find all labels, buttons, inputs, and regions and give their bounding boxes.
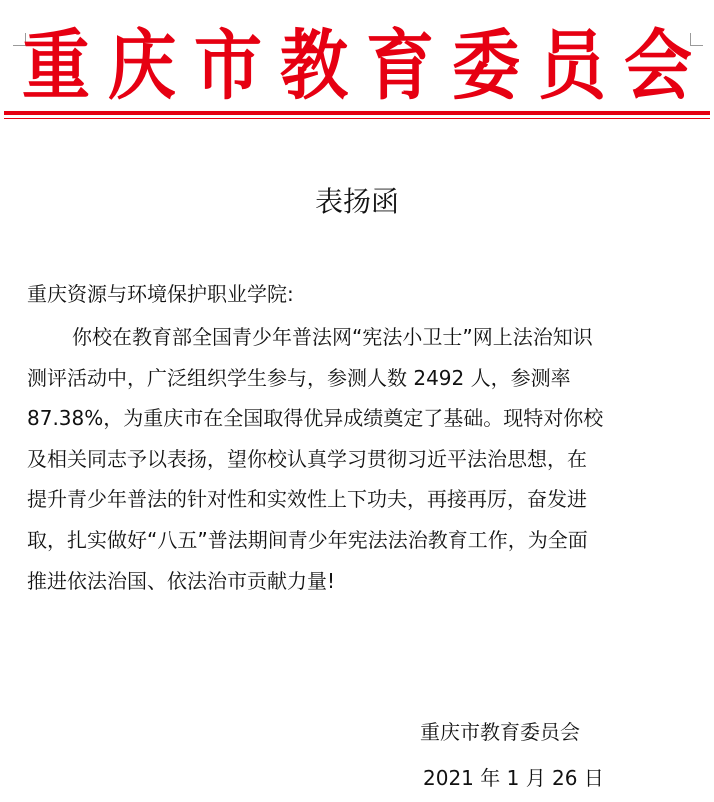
document-title: 表扬函 [314,185,399,218]
body-line: 测评活动中，广泛组织学生参与，参测人数 2492 人，参测率 [27,365,571,390]
letterhead-thin-rule [4,118,710,119]
document-date: 2021 年 1 月 26 日 [423,766,604,790]
body-line: 87.38%，为重庆市在全国取得优异成绩奠定了基础。现特对你校 [27,406,604,431]
salutation: 重庆资源与环境保护职业学院: [27,282,294,306]
body-line: 取，扎实做好“八五”普法期间青少年宪法法治教育工作，为全面 [27,527,588,552]
body-line: 推进依法治国、依法治市贡献力量! [27,568,336,593]
letter-body [27,317,699,601]
body-line: 你校在教育部全国青少年普法网“宪法小卫士”网上法治知识 [72,325,593,349]
body-line: 提升青少年普法的针对性和实效性上下功夫，再接再厉，奋发进 [27,487,587,512]
letterhead-thick-rule [4,111,710,115]
signature-org: 重庆市教育委员会 [420,720,580,744]
body-line: 及相关同志予以表扬，望你校认真学习贯彻习近平法治思想，在 [27,446,587,471]
letterhead-title: 重庆市教育委员会 [21,21,710,112]
